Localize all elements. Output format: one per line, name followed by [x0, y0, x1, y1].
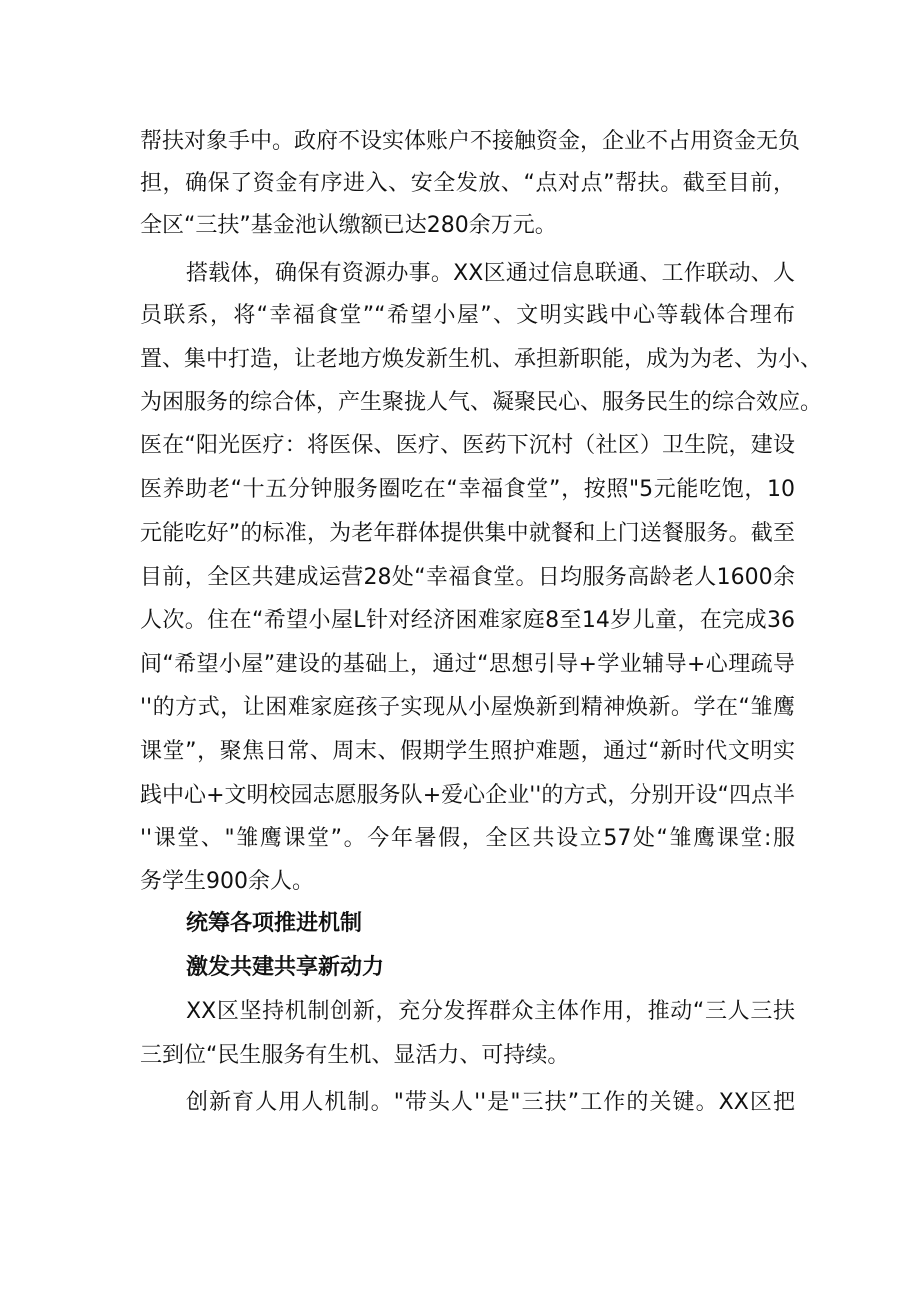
paragraph-line: XX区坚持机制创新，充分发挥群众主体作用，推动“三人三扶 [186, 999, 795, 1024]
paragraph-line: 员联系，将“幸福食堂”“希望小屋”、文明实践中心等载体合理布 [140, 303, 795, 328]
paragraph-line: 医在“阳光医疗：将医保、医疗、医药下沉村（社区）卫生院，建设 [140, 433, 795, 458]
paragraph-line: 三到位“民生服务有生机、显活力、可持续。 [140, 1043, 570, 1068]
paragraph-line: ''的方式，让困难家庭孩子实现从小屋焕新到精神焕新。学在“雏鹰 [140, 695, 795, 720]
paragraph-line: 全区“三扶”基金池认缴额已达280余万元。 [140, 213, 557, 238]
paragraph-line: 搭载体，确保有资源办事。XX区通过信息联通、工作联动、人 [186, 261, 795, 286]
paragraph-line: 创新育人用人机制。"带头人''是"三扶”工作的关键。XX区把 [186, 1090, 795, 1115]
paragraph-line: 目前，全区共建成运营28处“幸福食堂。日均服务高龄老人1600余 [140, 565, 795, 590]
section-heading: 激发共建共享新动力 [186, 955, 385, 980]
paragraph-line: 践中心+文明校园志愿服务队+爱心企业''的方式，分别开设“四点半 [140, 783, 795, 808]
paragraph-line: 为困服务的综合体，产生聚拢人气、凝聚民心、服务民生的综合效应。 [140, 390, 823, 415]
paragraph-line: 置、集中打造，让老地方焕发新生机、承担新职能，成为为老、为小、 [140, 347, 823, 372]
paragraph-line: ''课堂、"雏鹰课堂”。今年暑假，全区共设立57处“雏鹰课堂:服 [140, 826, 795, 851]
section-heading: 统筹各项推进机制 [186, 911, 363, 936]
paragraph-line: 帮扶对象手中。政府不设实体账户不接触资金，企业不占用资金无负 [140, 129, 801, 154]
paragraph-line: 务学生900余人。 [140, 869, 314, 894]
paragraph-line: 担，确保了资金有序进入、安全发放、“点对点”帮扶。截至目前， [140, 171, 795, 196]
paragraph-line: 课堂”，聚焦日常、周末、假期学生照护难题，通过“新时代文明实 [140, 739, 795, 764]
paragraph-line: 间“希望小屋”建设的基础上，通过“思想引导+学业辅导+心理疏导 [140, 652, 795, 677]
paragraph-line: 元能吃好”的标准，为老年群体提供集中就餐和上门送餐服务。截至 [140, 521, 795, 546]
paragraph-line: 医养助老“十五分钟服务圈吃在“幸福食堂”，按照"5元能吃饱，10 [140, 477, 795, 502]
paragraph-line: 人次。住在“希望小屋L针对经济困难家庭8至14岁儿童，在完成36 [140, 608, 795, 633]
